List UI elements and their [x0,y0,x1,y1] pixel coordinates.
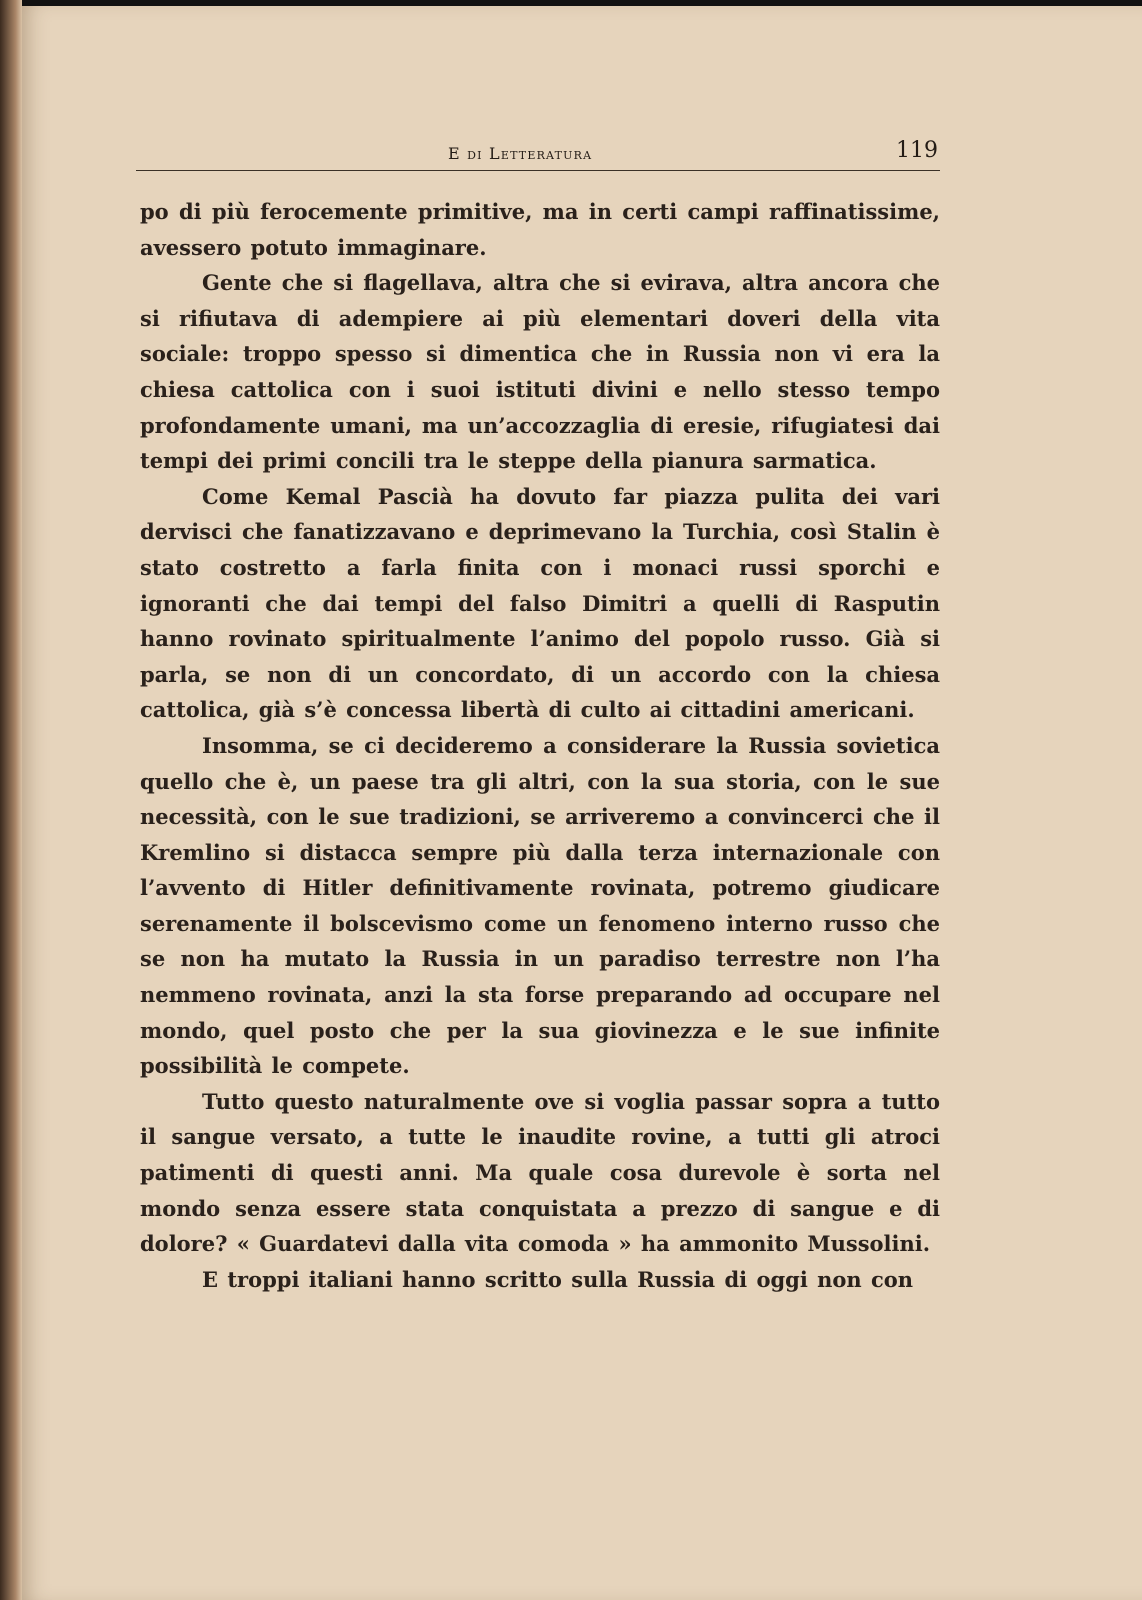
paragraph: Gente che si flagellava, altra che si evirava, altra ancora che si rifiutava di adempiere ai più elementari doveri della vita sociale: troppo spesso si dimentica che in Russia non vi era la chiesa cattolica con i suoi istituti divini e nello stesso tempo profondamente umani, ma un’accozzaglia di eresie, rifugiatesi dai tempi dei primi concili tra le steppe della pianura sarmatica. [140,270,940,474]
page-number: 119 [896,138,938,163]
paragraph: E troppi italiani hanno scritto sulla Russia di oggi non con [202,1266,914,1292]
body-text [140,194,940,1297]
book-page [18,6,1142,1600]
running-header [136,134,940,171]
paragraph: Insomma, se ci decideremo a considerare la Russia sovietica quello che è, un paese tra gli altri, con la sua storia, con le sue necessità, con le sue tradizioni, se arriveremo a convincerci che il Kremlino si distacca sempre più dalla terza internazionale con l’avvento di Hitler definitivamente rovinata, potremo giudicare serenamente il bolscevismo come un fenomeno interno russo che se non ha mutato la Russia in un paradiso terrestre non l’ha nemmeno rovinata, anzi la sta forse preparando ad occupare nel mondo, quel posto che per la sua giovinezza e le sue infinite possibilità le compete. [140,732,940,1079]
paragraph: Tutto questo naturalmente ove si voglia passar sopra a tutto il sangue versato, a tutte le inaudite rovine, a tutti gli atroci patimenti di questi anni. Ma quale cosa durevole è sorta nel mondo senza essere stata conquistata a prezzo di sangue e di dolore? « Guardatevi dalla vita comoda » ha ammonito Mussolini. [140,1088,940,1257]
paragraph-continuation: po di più ferocemente primitive, ma in certi campi raffinatissime, avessero potuto immaginare. [140,199,940,260]
book-spine-shadow [0,0,22,1600]
paragraph: Come Kemal Pascià ha dovuto far piazza pulita dei vari dervisci che fanatizzavano e deprimevano la Turchia, così Stalin è stato costretto a farla finita con i monaci russi sporchi e ignoranti che dai tempi del falso Dimitri a quelli di Rasputin hanno rovinato spiritualmente l’animo del popolo russo. Già si parla, se non di un concordato, di un accordo con la chiesa cattolica, già s’è concessa libertà di culto ai cittadini americani. [140,483,940,723]
header-title: E di Letteratura [448,144,593,163]
